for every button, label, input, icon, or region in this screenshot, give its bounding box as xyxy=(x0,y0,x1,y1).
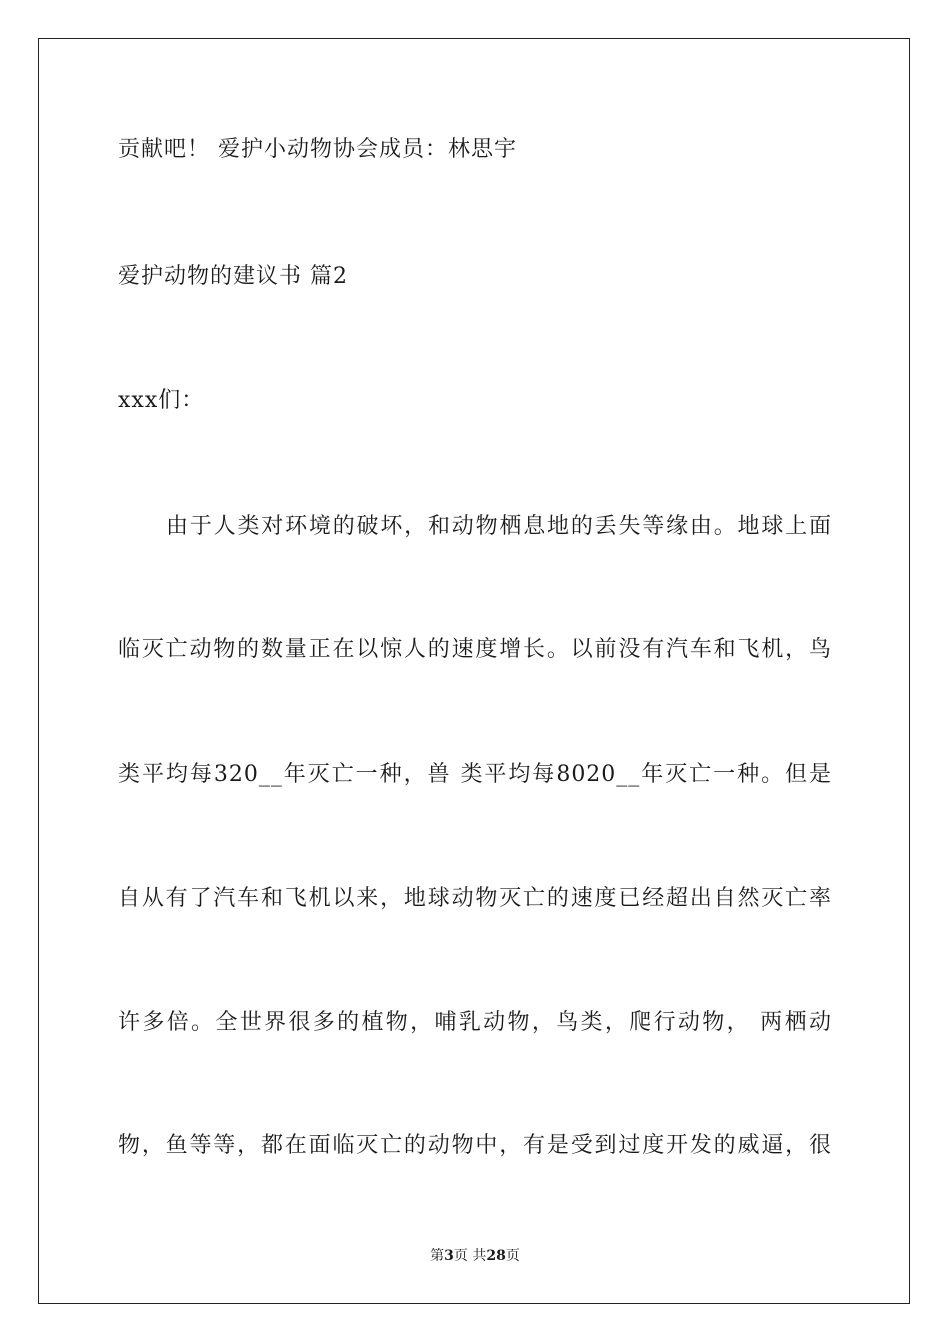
paragraph-line: 类平均每320__年灭亡一种，兽 类平均每8020__年灭亡一种。但是 xyxy=(118,762,832,787)
paragraph-line: 临灭亡动物的数量正在以惊人的速度增长。以前没有汽车和飞机，鸟 xyxy=(118,637,832,662)
section-heading: 爱护动物的建议书 篇2 xyxy=(118,264,348,289)
footer-prefix: 第 xyxy=(430,1248,445,1264)
closing-signature-line: 贡献吧！ 爱护小动物协会成员：林思宇 xyxy=(118,137,517,162)
footer-suffix: 页 xyxy=(505,1248,520,1264)
paragraph-line: 物，鱼等等，都在面临灭亡的动物中，有是受到过度开发的威逼，很 xyxy=(118,1133,832,1158)
page-number-footer xyxy=(0,1246,950,1266)
footer-mid: 页 共 xyxy=(453,1248,487,1264)
paragraph-line: 由于人类对环境的破坏，和动物栖息地的丢失等缘由。地球上面 xyxy=(166,514,832,539)
current-page-number: 3 xyxy=(444,1248,454,1264)
salutation: xxx们： xyxy=(118,388,205,413)
page-border xyxy=(38,38,910,1304)
total-page-number: 28 xyxy=(486,1248,506,1264)
paragraph-line: 自从有了汽车和飞机以来，地球动物灭亡的速度已经超出自然灭亡率 xyxy=(118,886,832,911)
paragraph-line: 许多倍。全世界很多的植物，哺乳动物，鸟类，爬行动物， 两栖动 xyxy=(118,1010,832,1035)
